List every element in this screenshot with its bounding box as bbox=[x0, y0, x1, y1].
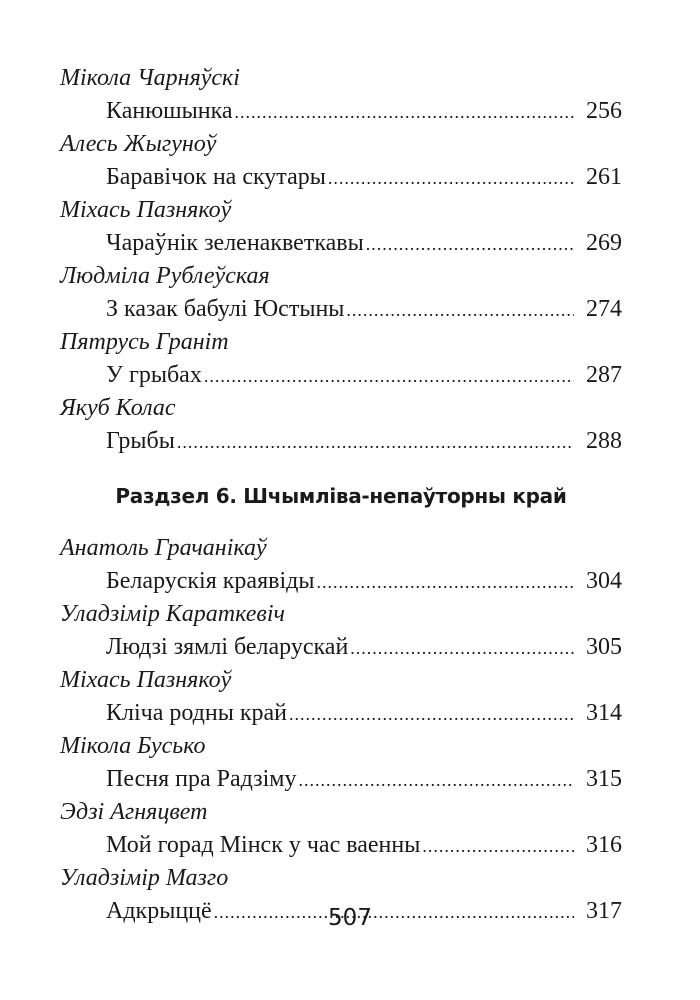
toc-entry bbox=[60, 227, 622, 260]
page-number: 274 bbox=[586, 296, 622, 322]
author-name: Людміла Рублеўская bbox=[60, 263, 270, 289]
entry-title: З казак бабулі Юстыны bbox=[106, 296, 345, 322]
dot-leader bbox=[177, 426, 574, 459]
entry-title: Канюшынка bbox=[106, 98, 233, 124]
dot-leader bbox=[328, 162, 574, 195]
entry-title: Адкрыццё bbox=[106, 898, 212, 924]
page-number: 256 bbox=[586, 98, 622, 124]
dot-leader bbox=[422, 830, 574, 863]
entry-title: Кліча родны край bbox=[106, 700, 288, 726]
dot-leader bbox=[316, 566, 574, 599]
toc-entry bbox=[60, 631, 622, 664]
author-name: Анатоль Грачанікаў bbox=[60, 535, 267, 561]
toc-entry bbox=[60, 697, 622, 730]
dot-leader bbox=[235, 96, 574, 129]
entry-title: Беларускія краявіды bbox=[106, 568, 315, 594]
page-number: 304 bbox=[586, 568, 622, 594]
dot-leader bbox=[350, 632, 574, 665]
author-name: Міхась Пазнякоў bbox=[60, 197, 232, 223]
entry-title: Мой горад Мінск у час ваенны bbox=[106, 832, 421, 858]
dot-leader bbox=[289, 698, 574, 731]
entry-title: Чараўнік зеленакветкавы bbox=[106, 230, 364, 256]
entry-title: У грыбах bbox=[106, 362, 202, 388]
toc-entry bbox=[60, 95, 622, 128]
dot-leader bbox=[298, 764, 574, 797]
author-name: Эдзі Агняцвет bbox=[60, 799, 208, 825]
author-name: Мікола Чарняўскі bbox=[60, 65, 240, 91]
author-name: Пятрусь Граніт bbox=[60, 329, 229, 355]
author-name: Алесь Жыгуноў bbox=[60, 131, 217, 157]
toc-entry bbox=[60, 293, 622, 326]
dot-leader bbox=[346, 294, 574, 327]
author-name: Уладзімір Мазго bbox=[60, 865, 229, 891]
entry-title: Баравічок на скутары bbox=[106, 164, 326, 190]
dot-leader bbox=[366, 228, 574, 261]
page-number: 317 bbox=[586, 898, 622, 924]
page-number: 269 bbox=[586, 230, 622, 256]
author-name: Уладзімір Караткевіч bbox=[60, 601, 285, 627]
page-folio-number: 507 bbox=[328, 905, 372, 931]
page-number: 288 bbox=[586, 428, 622, 454]
page-number: 261 bbox=[586, 164, 622, 190]
page-number: 316 bbox=[586, 832, 622, 858]
toc-entry bbox=[60, 161, 622, 194]
toc-entry bbox=[60, 829, 622, 862]
page-number: 287 bbox=[586, 362, 622, 388]
toc-entry bbox=[60, 565, 622, 598]
author-name: Якуб Колас bbox=[60, 395, 176, 421]
section-heading: Раздзел 6. Шчымліва-непаўторны край bbox=[115, 484, 567, 508]
entry-title: Людзі зямлі беларускай bbox=[106, 634, 349, 660]
author-name: Мікола Бусько bbox=[60, 733, 206, 759]
page-number: 305 bbox=[586, 634, 622, 660]
author-name: Міхась Пазнякоў bbox=[60, 667, 232, 693]
dot-leader bbox=[204, 360, 574, 393]
entry-title: Песня пра Радзіму bbox=[106, 766, 297, 792]
page-number: 314 bbox=[586, 700, 622, 726]
table-of-contents bbox=[60, 62, 622, 928]
entry-title: Грыбы bbox=[106, 428, 175, 454]
page-number: 315 bbox=[586, 766, 622, 792]
toc-entry bbox=[60, 425, 622, 458]
toc-entry bbox=[60, 359, 622, 392]
toc-entry bbox=[60, 763, 622, 796]
